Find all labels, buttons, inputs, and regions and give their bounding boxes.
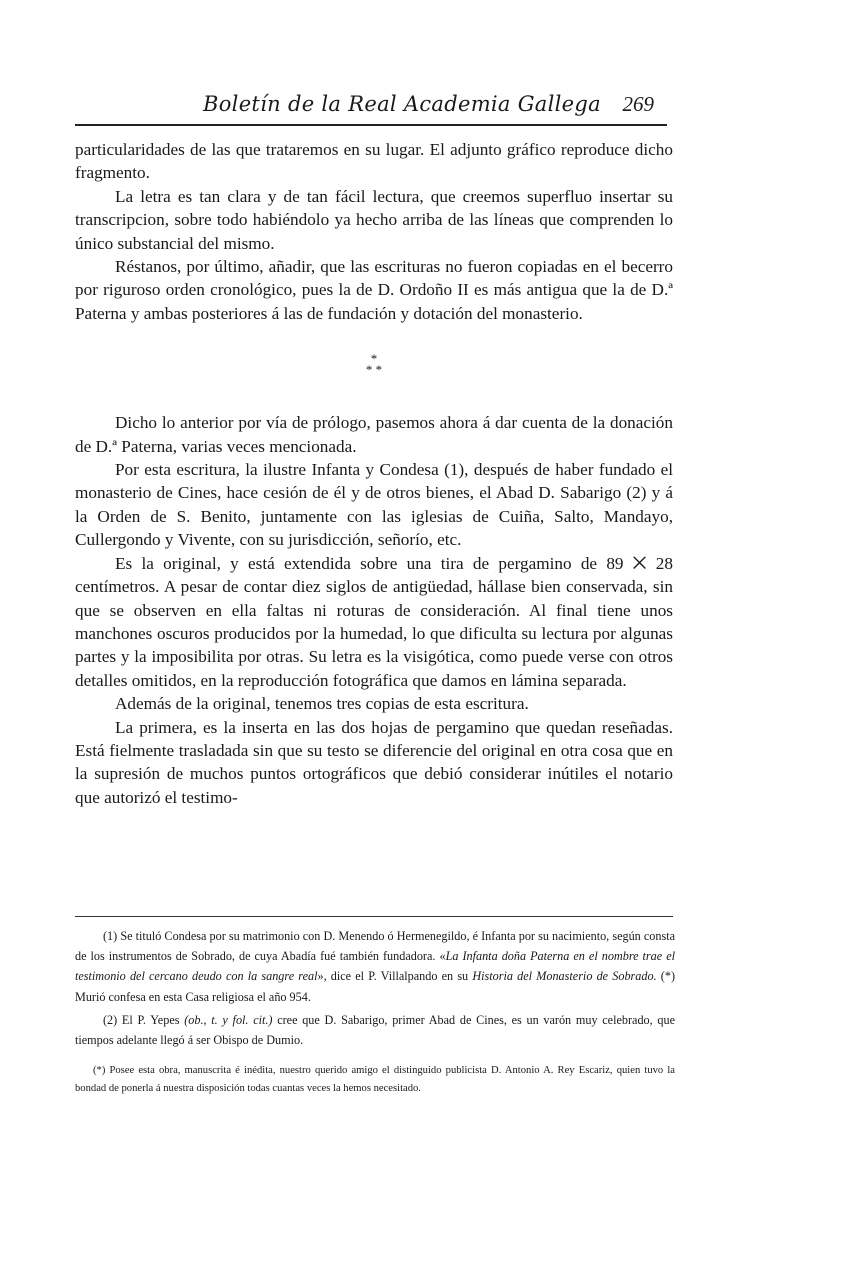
footnote-rule [75, 916, 673, 917]
footnote-1-title: Historia del Monasterio de Sobrado. [472, 969, 657, 984]
paragraph-3: Réstanos, por último, añadir, que las escrituras no fueron copiadas en el becerro por riguroso orden cronológico, pues la de D. Ordoño II es más antigua que la de D.ª Paterna y ambas posteriores á las de fundación y dotación del monasterio. [75, 257, 673, 323]
header-rule [75, 124, 667, 126]
section-asterism [75, 351, 673, 378]
asterism-bottom: * * [365, 362, 383, 378]
asterism-top: * [370, 351, 378, 367]
footnote-1-quote: La Infanta doña Paterna en el nombre trae el testimonio del cercano deudo con la sangre real [75, 949, 675, 984]
footnote-2-text-a: (2) El P. Yepes [103, 1012, 185, 1027]
footnote-2 [75, 1010, 675, 1050]
paragraph-1: particularidades de las que trataremos en su lugar. El adjunto gráfico reproduce dicho fragmento. [75, 140, 673, 183]
page-number: 269 [622, 92, 654, 116]
running-head: Boletín de la Real Academia Gallega [203, 92, 601, 116]
page-header [75, 88, 670, 122]
footnote-2-text-b: cree que D. Sabarigo, primer Abad de Cines, es un varón muy celebrado, que tiempos adelante llegó á ser Obispo de Dumio. [75, 1012, 675, 1048]
footnote-1 [75, 926, 675, 1007]
footnote-2-cite: (ob., t. y fol. cit.) [184, 1012, 273, 1027]
paragraph-8: La primera, es la inserta en las dos hojas de pergamino que quedan reseñadas. Está fielmente trasladada sin que su testo se diferencie del original en otra cosa que en la supresión de muchos puntos ortográficos que debió considerar inútiles el notario que autorizó el testimo- [75, 717, 673, 807]
footnote-1-text-a: (1) Se tituló Condesa por su matrimonio con D. Menendo ó Hermenegildo, é Infanta por su nacimiento, según consta de los instrumentos de Sobrado, de cuya Abadía fué también fundadora. « [75, 929, 675, 964]
paragraph-6: Es la original, y está extendida sobre una tira de pergamino de 89 ⨉ 28 centímetros. A pesar de contar diez siglos de antigüedad, hállase bien conservada, sin que se observen en ella faltas ni roturas de consideración. Al final tiene unos manchones oscuros producidos por la humedad, lo que dificulta su lectura por algunas partes y la imposibilita por otras. Su letra es la visigótica, como puede verse con otros detalles omitidos, en la reproducción fotográfica que damos en lámina separada. [75, 553, 673, 690]
footnote-1-text-b: », dice el P. Villalpando en su [317, 969, 473, 984]
main-text [75, 138, 673, 809]
paragraph-7: Además de la original, tenemos tres copias de esta escritura. [115, 694, 529, 714]
paragraph-5: Por esta escritura, la ilustre Infanta y Condesa (1), después de haber fundado el monasterio de Cines, hace cesión de él y de otros bienes, el Abad D. Sabarigo (2) y á la Orden de S. Benito, juntamente con las iglesias de Cuiña, Salto, Mandayo, Cullergondo y Vivente, con su jurisdicción, señorío, etc. [75, 460, 673, 550]
footnotes [75, 926, 675, 1098]
footnote-1-text-c: (*) Murió confesa en esta Casa religiosa el año 954. [75, 969, 676, 1004]
footnote-3: (*) Posee esta obra, manuscrita é inédita, nuestro querido amigo el distinguido publicista D. Antonio A. Rey Escariz, quien tuvo la bondad de ponerla á nuestra disposición todas cuantas veces la hemos necesitado. [75, 1065, 675, 1095]
paragraph-2: La letra es tan clara y de tan fácil lectura, que creemos superfluo insertar su transcripcion, sobre todo habiéndolo ya hecho arriba de las líneas que comprenden lo único substancial del mismo. [75, 186, 673, 253]
paragraph-4: Dicho lo anterior por vía de prólogo, pasemos ahora á dar cuenta de la donación de D.ª Paterna, varias veces mencionada. [75, 413, 673, 456]
